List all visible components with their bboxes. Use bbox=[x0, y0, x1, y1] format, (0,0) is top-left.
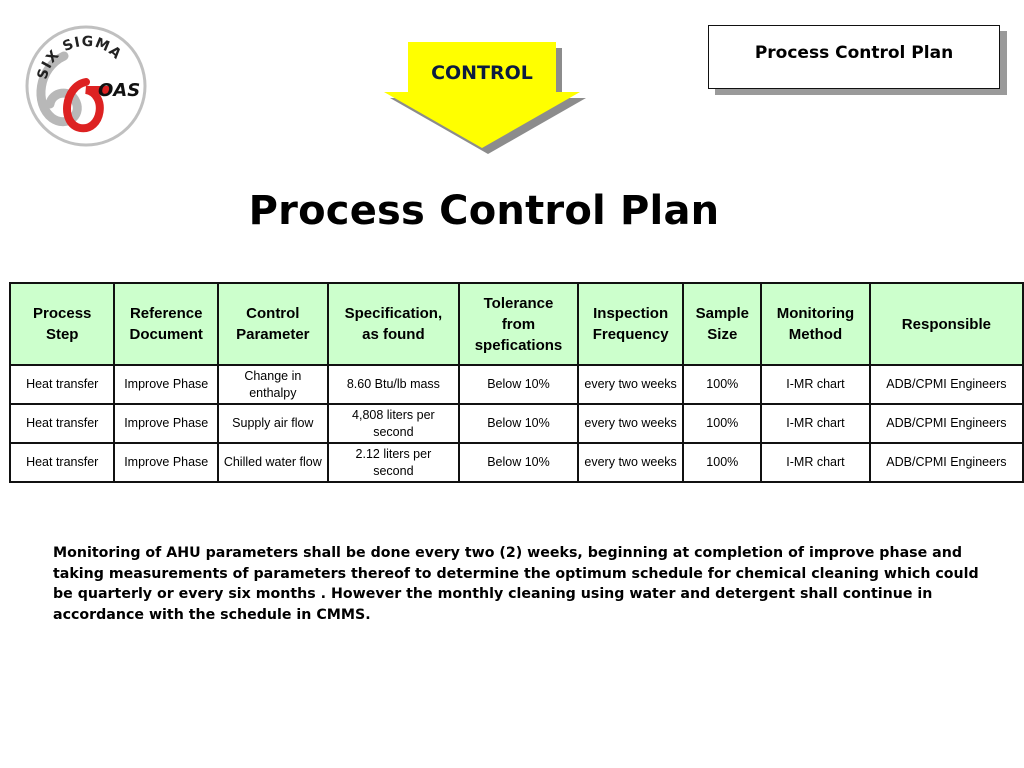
cell-sample-size: 100% bbox=[683, 365, 761, 404]
table-row bbox=[10, 365, 1023, 404]
header-monitoring-method: Monitoring Method bbox=[761, 283, 870, 365]
control-phase-label: CONTROL bbox=[431, 62, 533, 84]
table-row bbox=[10, 404, 1023, 443]
cell-process-step: Heat transfer bbox=[10, 443, 114, 482]
cell-inspection-frequency: every two weeks bbox=[578, 443, 684, 482]
cell-reference-document: Improve Phase bbox=[114, 404, 218, 443]
cell-reference-document: Improve Phase bbox=[114, 443, 218, 482]
cell-inspection-frequency: every two weeks bbox=[578, 404, 684, 443]
control-plan-table bbox=[9, 282, 1024, 483]
header-reference-document: Reference Document bbox=[114, 283, 218, 365]
cell-inspection-frequency: every two weeks bbox=[578, 365, 684, 404]
cell-specification: 8.60 Btu/lb mass bbox=[328, 365, 460, 404]
six-sigma-logo bbox=[24, 24, 148, 148]
cell-process-step: Heat transfer bbox=[10, 404, 114, 443]
cell-tolerance: Below 10% bbox=[459, 404, 578, 443]
header-control-parameter: Control Parameter bbox=[218, 283, 328, 365]
corner-tag bbox=[708, 25, 1000, 89]
cell-monitoring-method: I-MR chart bbox=[761, 443, 870, 482]
cell-control-parameter: Chilled water flow bbox=[218, 443, 328, 482]
cell-specification: 2.12 liters per second bbox=[328, 443, 460, 482]
cell-sample-size: 100% bbox=[683, 443, 761, 482]
cell-monitoring-method: I-MR chart bbox=[761, 365, 870, 404]
table-body bbox=[10, 365, 1023, 482]
cell-specification: 4,808 liters per second bbox=[328, 404, 460, 443]
cell-tolerance: Below 10% bbox=[459, 443, 578, 482]
page-title: Process Control Plan bbox=[248, 188, 720, 234]
cell-monitoring-method: I-MR chart bbox=[761, 404, 870, 443]
table-row bbox=[10, 443, 1023, 482]
header-specification: Specification, as found bbox=[328, 283, 460, 365]
cell-control-parameter: Change in enthalpy bbox=[218, 365, 328, 404]
cell-responsible: ADB/CPMI Engineers bbox=[870, 365, 1023, 404]
cell-sample-size: 100% bbox=[683, 404, 761, 443]
header-sample-size: Sample Size bbox=[683, 283, 761, 365]
header-inspection-frequency: Inspection Frequency bbox=[578, 283, 684, 365]
cell-reference-document: Improve Phase bbox=[114, 365, 218, 404]
cell-control-parameter: Supply air flow bbox=[218, 404, 328, 443]
cell-process-step: Heat transfer bbox=[10, 365, 114, 404]
cell-responsible: ADB/CPMI Engineers bbox=[870, 404, 1023, 443]
table-header-row bbox=[10, 283, 1023, 365]
cell-responsible: ADB/CPMI Engineers bbox=[870, 443, 1023, 482]
control-phase-arrow bbox=[384, 40, 586, 154]
logo-arc-text: SIX SIGMA bbox=[34, 33, 125, 82]
header-tolerance: Tolerance from spefications bbox=[459, 283, 578, 365]
cell-tolerance: Below 10% bbox=[459, 365, 578, 404]
header-responsible: Responsible bbox=[870, 283, 1023, 365]
corner-tag-label: Process Control Plan bbox=[754, 43, 954, 63]
header-process-step: Process Step bbox=[10, 283, 114, 365]
logo-side-text: OAS bbox=[98, 80, 141, 101]
monitoring-note: Monitoring of AHU parameters shall be done every two (2) weeks, beginning at completion of improve phase and taking measurements of parameters thereof to determine the optimum schedule for chemical cleaning which could be quarterly or every six months . However the monthly cleaning using water and detergent shall continue in accordance with the schedule in CMMS. bbox=[53, 545, 979, 623]
